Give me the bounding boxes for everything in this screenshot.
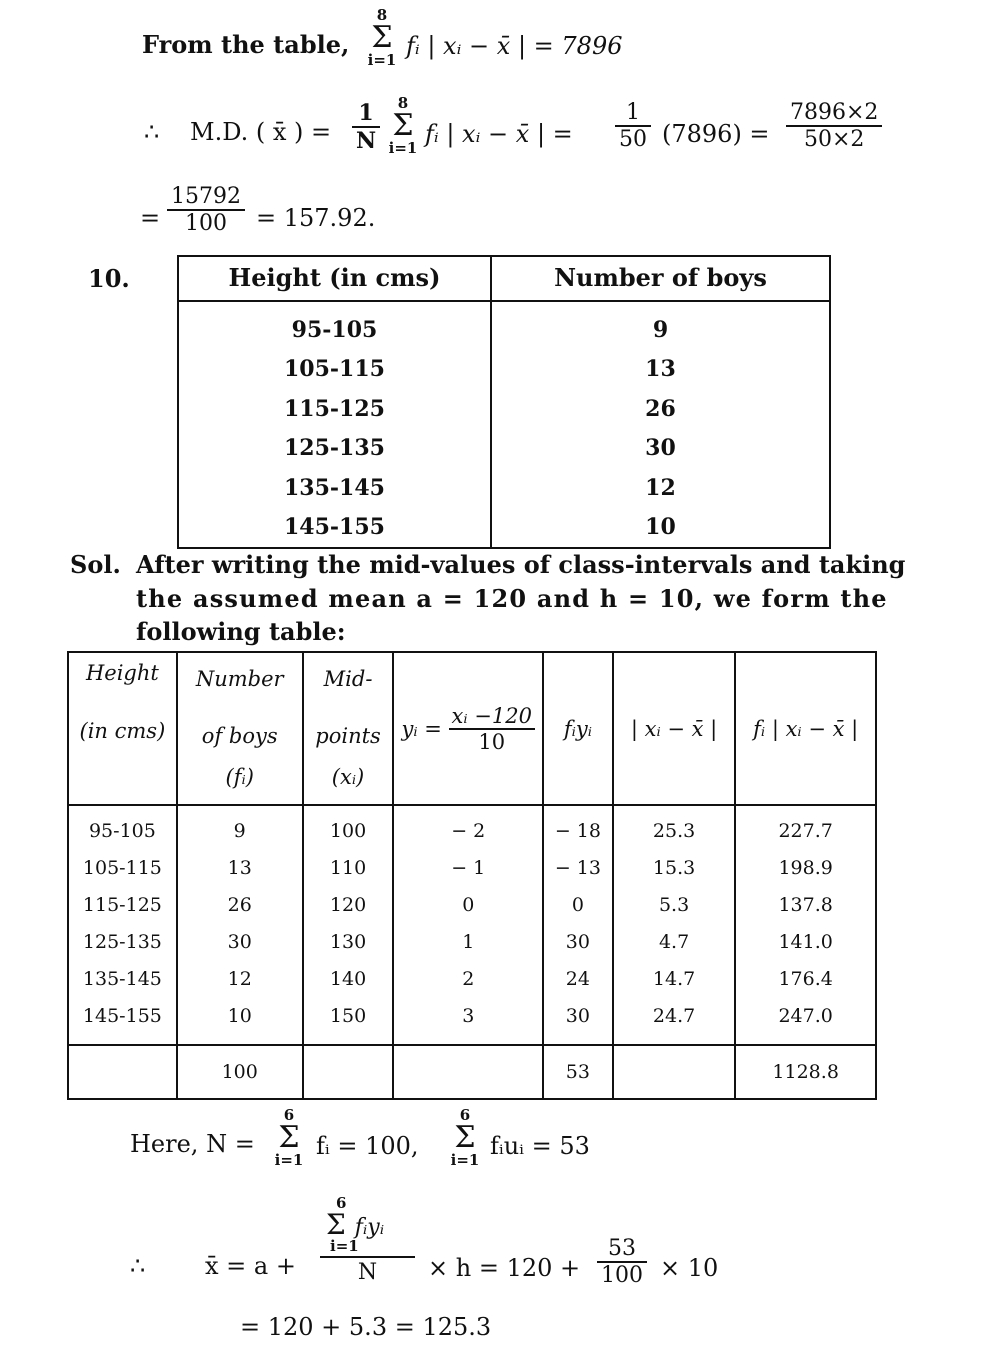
md-fraction [352,100,380,154]
md-sum-lower: i=1 [388,139,418,157]
here-s1-upper: 6 [283,1106,295,1124]
mean-tail: × 10 [660,1254,719,1282]
table-row [68,886,876,923]
mean-mid: × h = 120 + [428,1254,581,1282]
md-frac-den: N [356,128,377,154]
header-number-of-boys: Number of boys [491,256,830,301]
total-cell [393,1045,543,1099]
cell: 145-155 [82,1004,162,1027]
here-s2-expr: fᵢuᵢ = 53 [490,1132,590,1160]
frac3-den: 50×2 [803,127,865,152]
table-row [178,301,830,350]
cell: 13 [491,350,830,390]
total-number-of-boys: 100 [177,1045,303,1099]
cell: − 1 [393,849,543,886]
cell: 227.7 [735,805,876,849]
cell: − 2 [393,805,543,849]
header-height: Height (in cms) [178,256,491,301]
solution-line-3: following table: [136,617,346,646]
cell: 4.7 [613,923,736,960]
md-result: = 157.92. [256,204,376,232]
mean-lhs: x̄ = a + [205,1252,296,1280]
cell: − 18 [543,805,613,849]
mean-sum-term: fᵢyᵢ [354,1215,385,1240]
fraction-15792 [167,184,245,236]
mean-sum-upper: 6 [336,1194,347,1212]
header-fy-col: fᵢyᵢ [543,652,613,805]
table-row [68,923,876,960]
cell: 30 [543,997,613,1045]
table-row [178,429,830,469]
frac2-den: 50 [619,127,647,152]
here-s2-lower: i=1 [450,1151,480,1169]
cell: 10 [491,508,830,549]
cell: 145-155 [283,514,385,541]
header-height-col [68,652,177,805]
header-absdev-col: | xᵢ − x̄ | [613,652,736,805]
here-sum-2: 6 Σ i=1 [448,1108,482,1168]
cell: 12 [177,960,303,997]
cell: 30 [491,429,830,469]
cell: 12 [491,468,830,508]
from-table-text: From the table, [142,30,350,59]
equals-sign: = [140,204,161,232]
mean-final: = 120 + 5.3 = 125.3 [240,1313,492,1341]
cell: 135-145 [283,474,385,501]
table-row [68,960,876,997]
table-row [178,350,830,390]
cell: 9 [491,301,830,350]
md-sum-upper: 8 [397,94,409,112]
here-s1-expr: fᵢ = 100, [316,1132,419,1160]
mean-frac-53 [597,1236,647,1288]
cell: 120 [303,886,394,923]
total-cell [613,1045,736,1099]
table-row [68,805,876,849]
cell: 10 [177,997,303,1045]
cell: 135-145 [82,967,162,990]
problem-number: 10. [88,264,130,293]
here-s1-lower: i=1 [274,1151,304,1169]
header-number-col [177,652,303,805]
h-y-num: xᵢ −120 [449,704,535,730]
h-y-den: 10 [478,729,506,754]
frac3-num: 7896×2 [786,100,882,127]
cell: 115-125 [283,395,385,422]
table-row [68,997,876,1045]
cell: 176.4 [735,960,876,997]
md-sum-symbol: 8 Σ i=1 [386,96,420,156]
cell: 100 [303,805,394,849]
fraction-1-over-50 [615,100,651,152]
cell: 0 [393,886,543,923]
h-number-2: of boys [201,723,278,748]
sum-upper: 8 [376,6,388,24]
mean-sum-lower: i=1 [330,1237,359,1255]
cell: 247.0 [735,997,876,1045]
header-y-col [393,652,543,805]
md-frac-num: 1 [352,100,380,128]
cell: 137.8 [735,886,876,923]
total-cell [68,1045,177,1099]
table-row [68,849,876,886]
solution-label: Sol. [70,550,121,579]
cell: 105-115 [283,356,385,383]
cell: 26 [177,886,303,923]
cell: 125-135 [283,435,385,462]
cell: 130 [303,923,394,960]
sum-expression: fᵢ | xᵢ − x̄ | = 7896 [406,32,623,60]
cell: 110 [303,849,394,886]
cell: 24.7 [613,997,736,1045]
frac2-expression: (7896) = [662,120,770,148]
cell: 2 [393,960,543,997]
h-y-fraction [449,704,535,754]
h-number-1: Number [195,666,284,691]
frac4-den: 100 [185,211,227,236]
mean-frac-den: 100 [601,1263,643,1288]
cell: 1 [393,923,543,960]
here-s2-upper: 6 [459,1106,471,1124]
cell: 140 [303,960,394,997]
cell: 95-105 [88,819,156,842]
frac4-num: 15792 [167,184,245,211]
cell: − 13 [543,849,613,886]
sum-lower: i=1 [367,51,397,69]
cell: 15.3 [613,849,736,886]
solution-line-2: the assumed mean a = 120 and h = 10, we form the [136,584,888,613]
sum-symbol: 8 Σ i=1 [365,8,399,68]
cell: 30 [177,923,303,960]
cell: 13 [177,849,303,886]
totals-row [68,1045,876,1099]
here-lead: Here, N = [130,1130,255,1158]
total-fy: 53 [543,1045,613,1099]
cell: 105-115 [82,856,162,879]
h-y-label: yᵢ = [401,716,442,741]
cell: 30 [543,923,613,960]
computation-table [67,651,877,1100]
mean-fraction: 6 Σ fᵢyᵢ i=1 N [320,1196,415,1285]
table-row [178,508,830,549]
here-sum-1: 6 Σ i=1 [272,1108,306,1168]
h-mid-2: points [315,723,381,748]
total-cell [303,1045,394,1099]
header-fabsdev-col: fᵢ | xᵢ − x̄ | [735,652,876,805]
cell: 3 [393,997,543,1045]
h-mid-3: (xᵢ) [331,765,365,790]
h-height-2: (in cms) [79,718,166,743]
table-row [178,468,830,508]
h-height-1: Height [85,661,159,686]
therefore-symbol: ∴ [144,118,160,146]
cell: 25.3 [613,805,736,849]
cell: 115-125 [82,893,162,916]
cell: 9 [177,805,303,849]
cell: 150 [303,997,394,1045]
header-midpoints-col [303,652,394,805]
mean-frac-num: 53 [597,1236,647,1263]
height-distribution-table [177,255,831,549]
cell: 0 [543,886,613,923]
solution-line-1: After writing the mid-values of class-intervals and taking [136,550,906,579]
cell: 95-105 [291,316,378,343]
md-sum-expression: fᵢ | xᵢ − x̄ | = [425,120,573,148]
total-fabsdev: 1128.8 [735,1045,876,1099]
cell: 141.0 [735,923,876,960]
cell: 125-135 [82,930,162,953]
mean-den: N [320,1256,415,1285]
cell: 198.9 [735,849,876,886]
h-number-3: (fᵢ) [225,765,254,790]
cell: 14.7 [613,960,736,997]
table-row [178,389,830,429]
mean-therefore: ∴ [130,1252,146,1280]
cell: 24 [543,960,613,997]
frac2-num: 1 [615,100,651,127]
h-mid-1: Mid- [323,666,373,691]
md-label: M.D. ( x̄ ) = [190,118,332,146]
fraction-7896x2 [786,100,882,152]
cell: 26 [491,389,830,429]
cell: 5.3 [613,886,736,923]
